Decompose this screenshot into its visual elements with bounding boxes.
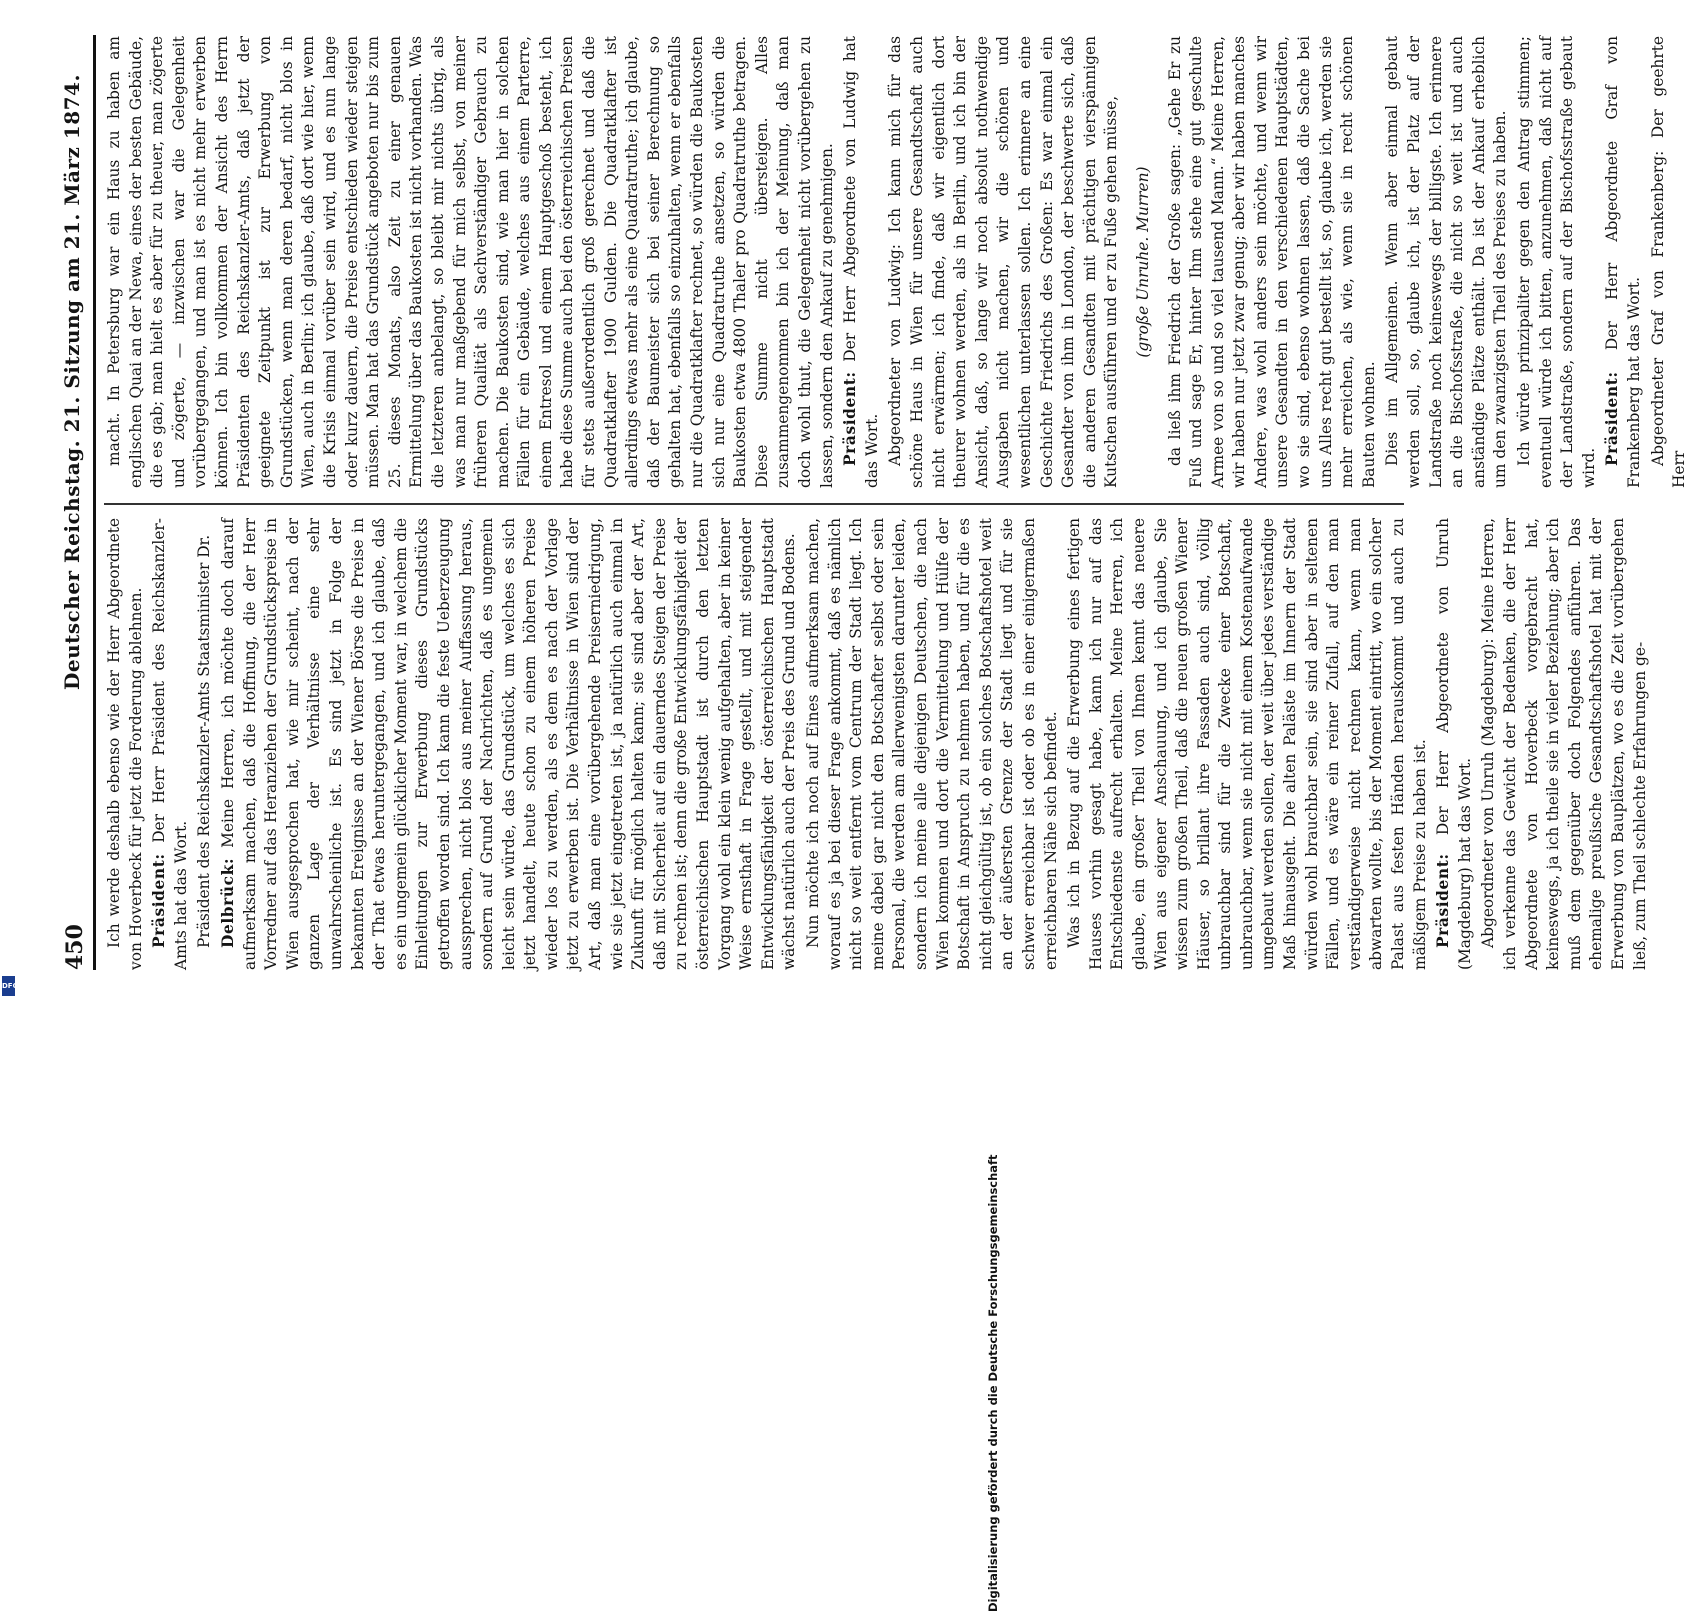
speaker-label: Präsident: xyxy=(841,371,860,466)
paragraph-text: macht. In Petersburg war ein Haus zu haben am englischen Quai an der Newa, eines der besten Gebäude, die es gab; man hielt es aber für zu theuer, man zögerte und zögerte, — inzwischen war die Gelegenheit vorübergegangen, und man ist es nicht mehr erwerben können. Ich bin vollkommen der Ansicht des Herrn Präsidenten des Reichskanzler-Amts, daß jetzt der geeignete Zeitpunkt ist zur Erwerbung von Grundstücken, wenn man deren bedarf, nicht blos in Wien, auch in Berlin; ich glaube, daß dort wie hier, wenn die Krisis einmal vorüber sein wird, und es nun lange oder kurz dauern, die Preise entschieden wieder steigen müssen. Man hat das Grundstück angeboten nur bis zum 25. dieses Monats, also Zeit zu einer genauen Ermittelung über das Baukosten ist nicht vorhanden. Was die letzteren anbelangt, so bleibt mir nichts übrig, als was man nur maßgebend für mich selbst, von meiner früheren Qualität als Sachverständiger Gebrauch zu machen. Die Baukosten sind, wie man hier in solchen Fällen für ein Gebäude, welches aus einem Parterre, einem Entresol und einem Hauptgeschoß besteht, ich habe diese Summe auch bei den österreichischen Preisen für stets außerordentlich groß gerechnet und daß die Quadratklafter 1900 Gulden. Die Quadratklafter ist allerdings etwas mehr als eine Quadratruthe; ich glaube, daß der Baumeister sich bei seiner Berechnung so gehalten hat, ebenfalls so einzuhalten, wenn er ebenfalls nur die Quadratklafter rechnet, so würden die Baukosten sich nur eine Quadratruthe ansetzen, so würden die Baukosten etwa 4800 Thaler pro Quadratruthe betragen. Diese Summe nicht übersteigen. Alles zusammengenommen bin ich der Meinung, daß man doch wohl thut, die Gelegenheit nicht vorübergehen zu lassen, sondern den Ankauf zu genehmigen. xyxy=(105,36,836,488)
page-number: 450 xyxy=(62,924,88,970)
paragraph-text: Ich würde prinzipaliter gegen den Antrag stimmen; eventuell würde ich bitten, anzunehmen, daß nicht auf der Landstraße, sondern auf der Bischofsstraße gebaut wird. xyxy=(1515,36,1598,488)
paragraph-text: Präsident des Reichskanzler-Amts Staatsminister Dr. xyxy=(195,534,214,948)
speaker-label: Delbrück: xyxy=(218,857,237,948)
paragraph-text: (große Unruhe. Murren) xyxy=(1133,166,1152,358)
column-divider xyxy=(104,503,1404,505)
paragraph xyxy=(1514,36,1600,488)
digitization-note: Digitalisierung gefördert durch die Deutsche Forschungsgemeinschaft xyxy=(986,1154,1000,1612)
paragraph-text: Der Herr Abgeordnete Graf von Frankenberg hat das Wort. xyxy=(1603,36,1643,488)
paragraph-text: Abgeordneter von Ludwig: Ich kann mich für das schöne Haus in Wien für unsere Gesandtschaft auch nicht erwärmen; ich finde, daß wir eigentlich dort theurer wohnen werden, als in Berlin, und ich bin der Ansicht, daß, so lange wir noch absolut nothwendige Ausgaben nicht machen, wir die schönen und wesentlichen unterlassen sollen. Ich erinnere an eine Geschichte Friedrichs des Großen: Es war einmal ein Gesandter von ihm in London, der beschwerte sich, daß die anderen Gesandten mit prächtigen vierspännigen Kutschen ausführen und er zu Fuße gehen müsse, xyxy=(886,36,1121,488)
paragraph xyxy=(1648,36,1691,488)
speaker-label: Präsident: xyxy=(1603,371,1622,466)
paragraph xyxy=(149,518,192,970)
header-rule xyxy=(93,35,96,970)
dfg-logo: DFG xyxy=(2,976,15,996)
paragraph-text: Ich werde deshalb ebenso wie der Herr Abgeordnete von Hoverbeck für jetzt die Forderung ablehnen. xyxy=(105,518,145,970)
paragraph xyxy=(1382,36,1512,488)
paragraph-text: Was ich in Bezug auf die Erwerbung eines fertigen Hauses vorhin gesagt habe, kann ich nur auf das Entschiedenste aufrecht erhalten. Meine Herren, ich glaube, ein großer Theil von Ihnen kennt das neuere Wien aus eigener Anschauung, und ich glaube, Sie wissen zum großen Theil, daß die neuen großen Wiener Häuser, so brillant ihre Fassaden auch sind, völlig unbrauchbar sind für die Zwecke einer Botschaft, unbrauchbar, wenn sie nicht mit einem Kostenaufwande umgebaut werden sollen, der weit über jedes verständige Maß hinausgeht. Die alten Paläste im Innern der Stadt würden wohl brauchbar sein, sie sind aber in seltenen Fällen, und es wäre ein reiner Zufall, auf den man verständigerweise nicht rechnen kann, wenn man abwarten wollte, bis der Moment eintritt, wo ein solcher Palast aus festen Händen herauskommt und auch zu mäßigem Preise zu haben ist. xyxy=(1065,518,1429,970)
speaker-label: Präsident: xyxy=(1434,853,1453,948)
paragraph-text: Der Herr Abgeordnete von Unruh (Magdeburg) hat das Wort. xyxy=(1434,518,1474,970)
paragraph xyxy=(1064,518,1431,970)
speaker-label: Präsident: xyxy=(150,853,169,948)
paragraph xyxy=(1602,36,1645,488)
paragraph xyxy=(194,518,216,970)
paragraph xyxy=(1165,36,1381,488)
stage-direction xyxy=(1133,36,1155,488)
paragraph-text: Der Herr Präsident des Reichskanzler-Amts hat das Wort. xyxy=(150,518,190,970)
paragraph-text: Nun möchte ich noch auf Eines aufmerksam machen, worauf es ja bei dieser Frage ankommt, daß es nämlich nicht so weit entfernt vom Centrum der Stadt liegt. Ich meine dabei gar nicht den Botschafter selbst oder sein Personal, die werden am allerwenigsten darunter leiden, sondern ich meine alle diejenigen Deutschen, die nach Wien kommen und dort die Vermittelung und Hülfe der Botschaft in Anspruch zu nehmen haben, und für die es nicht gleichgültig ist, ob ein solches Botschaftshotel weit an der äußersten Grenze der Stadt liegt und für sie schwer erreichbar ist oder ob es in einer einigermaßen erreichbaren Nähe sich befindet. xyxy=(804,518,1060,970)
paragraph xyxy=(840,36,883,488)
paragraph xyxy=(885,36,1123,488)
page-header xyxy=(60,40,90,970)
paragraph-text: Der Herr Abgeordnete von Ludwig hat das Wort. xyxy=(841,36,881,488)
paragraph-text: Abgeordneter Graf von Frankenberg: Der geehrte Herr xyxy=(1648,36,1689,488)
left-column xyxy=(104,518,1653,970)
paragraph-text: Dies im Allgemeinen. Wenn aber einmal gebaut werden soll, so, glaube ich, ist der Platz auf der Landstraße noch keineswegs der billigste. Ich erinnere an die Bischofsstraße, die nicht so weit ist und auch anständige Plätze enthält. Da ist der Ankauf erheblich um den zwanzigsten Theil des Preises zu haben. xyxy=(1383,36,1510,488)
paragraph xyxy=(104,518,147,970)
paragraph-text: da ließ ihm Friedrich der Große sagen: „Gehe Er zu Fuß und sage Er, hinter Ihm stehe eine gut geschulte Armee von so und so viel tausend Mann.“ Meine Herren, wir haben nur jetzt zwar genug; aber wir haben manches Andere, was wohl anders sein möchte, und wenn wir unsere Gesandten in den verschiedenen Hauptstädten, wo sie sind, ebenso wohnen lassen, daß die Sache bei uns Alles recht gut bestellt ist, so, glaube ich, werden sie mehr erreichen, als wie, wenn sie in recht schönen Bauten wohnen. xyxy=(1165,36,1378,488)
paragraph xyxy=(218,518,801,970)
running-title: Deutscher Reichstag. 21. Sitzung am 21. März 1874. xyxy=(60,74,84,690)
paragraph xyxy=(803,518,1062,970)
paragraph-text: Meine Herren, ich möchte doch darauf aufmerksam machen, daß die Hoffnung, die der Herr Vorredner auf das Heranziehen der Grundstückspreise in Wien ausgesprochen hat, wie mir scheint, nach der ganzen Lage der Verhältnisse eine sehr unwahrscheinliche ist. Es sind jetzt in Folge der bekannten Ereignisse an der Wiener Börse die Preise in der That etwas heruntergegangen, und ich glaube, daß es ein ungemein glücklicher Moment war, in welchem die Einleitungen zur Erwerbung dieses Grundstücks getroffen worden sind. Ich kann die feste Ueberzeugung aussprechen, nicht blos aus meiner Auffassung heraus, sondern auf Grund der Nachrichten, daß es ungemein leicht sein würde, das Grundstück, um welches es sich jetzt handelt, heute schon zu einem höheren Preise wieder los zu werden, als es dem es nach der Vorlage jetzt zu erwerben ist. Die Verhältnisse in Wien sind der Art, daß man eine vorübergehende Preiserniedrigung, wie sie jetzt eingetreten ist, ja natürlich auch einmal in Zukunft für möglich halten kann; sie sind aber der Art, daß mit Sicherheit auf ein dauerndes Steigen der Preise zu rechnen ist; denn die große Entwicklungsfähigkeit der österreichischen Hauptstadt ist durch den letzten Vorgang wohl ein klein wenig aufgehalten, aber in keiner Weise ernsthaft in Frage gestellt, und mit steigender Entwicklungsfähigkeit der österreichischen Hauptstadt wächst natürlich auch der Preis des Grund und Bodens. xyxy=(218,518,799,970)
paragraph xyxy=(1433,518,1476,970)
paragraph xyxy=(1478,518,1651,970)
paragraph-text: Abgeordneter von Unruh (Magdeburg): Meine Herren, ich verkenne das Gewicht der Bedenken, die der Herr Abgeordnete von Hoverbeck vorgebracht hat, keineswegs, ja ich theile sie in vieler Beziehung; aber ich muß dem gegenüber doch Folgendes anführen. Das ehemalige preußische Gesandtschaftshotel hat mit der Erwerbung von Bauplätzen, wo es die Zeit vorübergehen ließ, zum Theil schlechte Erfahrungen ge- xyxy=(1479,518,1649,970)
paragraph xyxy=(104,36,838,488)
right-column xyxy=(104,36,1693,488)
